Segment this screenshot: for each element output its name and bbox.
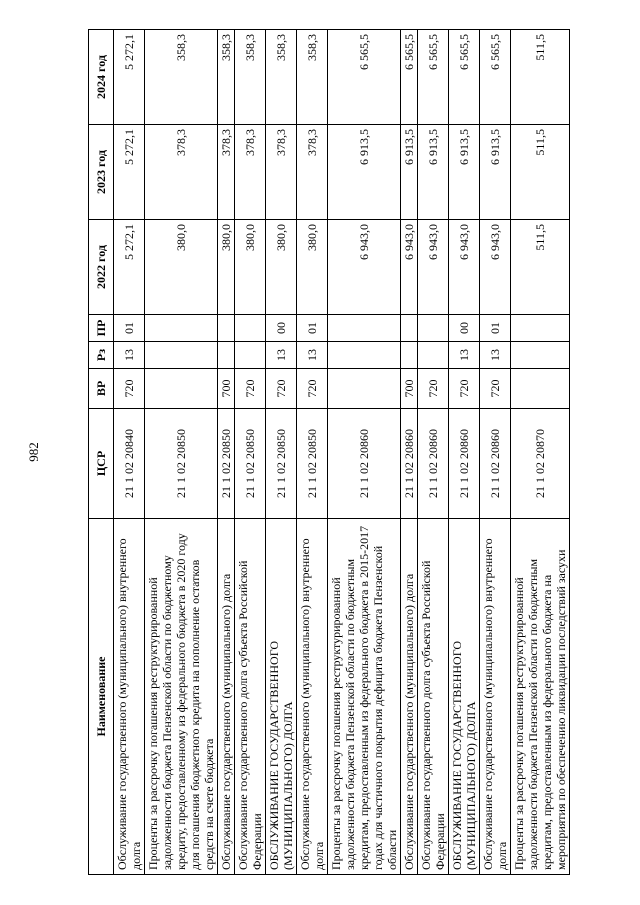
cell-2022: 511,5 [511,220,570,315]
cell-rz: 13 [449,342,480,369]
cell-pr [218,315,235,342]
budget-table [88,29,570,875]
cell-2023: 6 913,5 [328,125,401,220]
cell-2023: 511,5 [511,125,570,220]
cell-2022: 6 943,0 [401,220,418,315]
cell-2024: 511,5 [511,30,570,125]
table-header [89,30,114,875]
cell-name: Обслуживание государственного (муниципального) внутреннего долга [297,519,328,875]
cell-2023: 378,3 [297,125,328,220]
cell-name: Проценты за рассрочку погашения реструктурированной задолженности бюджета Пензенской области по бюджетному кредиту, предоставленному из федерального бюджета в 2020 году для погашения бюджетного кредита на пополнение остатков средств на счете бюджета [145,519,218,875]
cell-name: Обслуживание государственного долга субъекта Российской Федерации [235,519,266,875]
table-row [266,30,297,875]
cell-name: Обслуживание государственного (муниципального) внутреннего долга [480,519,511,875]
header-2024: 2024 год [89,30,114,125]
cell-2022: 380,0 [297,220,328,315]
cell-vr [145,369,218,409]
cell-vr [328,369,401,409]
cell-2023: 378,3 [145,125,218,220]
table-row [480,30,511,875]
cell-2024: 6 565,5 [328,30,401,125]
cell-2024: 358,3 [266,30,297,125]
header-rz: Рз [89,342,114,369]
table-row [145,30,218,875]
cell-csr: 21 1 02 20860 [401,409,418,519]
cell-2023: 6 913,5 [401,125,418,220]
cell-rz: 13 [480,342,511,369]
cell-pr [145,315,218,342]
cell-vr: 700 [401,369,418,409]
cell-2022: 380,0 [145,220,218,315]
cell-pr: 01 [297,315,328,342]
cell-rz: 13 [266,342,297,369]
cell-vr: 720 [266,369,297,409]
cell-2024: 358,3 [297,30,328,125]
table-row [449,30,480,875]
table-body [114,30,570,875]
cell-2022: 380,0 [235,220,266,315]
table-row [328,30,401,875]
cell-2024: 6 565,5 [418,30,449,125]
cell-2022: 6 943,0 [418,220,449,315]
cell-2023: 378,3 [266,125,297,220]
cell-pr [328,315,401,342]
cell-csr: 21 1 02 20850 [266,409,297,519]
table-row [511,30,570,875]
cell-rz [401,342,418,369]
cell-2022: 6 943,0 [480,220,511,315]
cell-vr: 720 [114,369,145,409]
table-row [218,30,235,875]
cell-csr: 21 1 02 20850 [235,409,266,519]
cell-vr: 720 [418,369,449,409]
cell-rz [328,342,401,369]
cell-rz [145,342,218,369]
cell-2024: 358,3 [218,30,235,125]
cell-2022: 6 943,0 [328,220,401,315]
cell-name: Проценты за рассрочку погашения реструктурированной задолженности бюджета Пензенской области по бюджетным кредитам, предоставленным из федерального бюджета на мероприятия по обеспечению ликвидации последствий засухи [511,519,570,875]
cell-csr: 21 1 02 20860 [449,409,480,519]
cell-2024: 6 565,5 [401,30,418,125]
cell-csr: 21 1 02 20860 [328,409,401,519]
cell-rz: 13 [114,342,145,369]
cell-csr: 21 1 02 20850 [145,409,218,519]
cell-vr: 720 [449,369,480,409]
cell-name: Обслуживание государственного (муниципального) долга [401,519,418,875]
header-vr: ВР [89,369,114,409]
cell-pr: 00 [449,315,480,342]
cell-rz [418,342,449,369]
table-row [297,30,328,875]
cell-csr: 21 1 02 20840 [114,409,145,519]
cell-pr [511,315,570,342]
cell-name: ОБСЛУЖИВАНИЕ ГОСУДАРСТВЕННОГО (МУНИЦИПАЛЬНОГО) ДОЛГА [449,519,480,875]
cell-vr: 720 [297,369,328,409]
cell-2024: 5 272,1 [114,30,145,125]
cell-name: Обслуживание государственного (муниципального) долга [218,519,235,875]
page-number: 982 [26,442,41,462]
cell-2023: 6 913,5 [480,125,511,220]
header-2023: 2023 год [89,125,114,220]
table-row [418,30,449,875]
table-row [235,30,266,875]
header-row [89,30,114,875]
cell-2022: 5 272,1 [114,220,145,315]
table-row [401,30,418,875]
cell-rz: 13 [297,342,328,369]
cell-vr [511,369,570,409]
cell-2024: 6 565,5 [480,30,511,125]
cell-rz [235,342,266,369]
cell-2023: 378,3 [218,125,235,220]
cell-csr: 21 1 02 20860 [480,409,511,519]
cell-csr: 21 1 02 20850 [297,409,328,519]
cell-csr: 21 1 02 20870 [511,409,570,519]
cell-rz [218,342,235,369]
cell-2024: 358,3 [235,30,266,125]
cell-rz [511,342,570,369]
cell-csr: 21 1 02 20860 [418,409,449,519]
cell-name: Проценты за рассрочку погашения реструктурированной задолженности бюджета Пензенской области по бюджетным кредитам, предоставленным из федерального бюджета в 2015-2017 годах для частичного покрытия дефицита бюджета Пензенской области [328,519,401,875]
header-csr: ЦСР [89,409,114,519]
cell-name: ОБСЛУЖИВАНИЕ ГОСУДАРСТВЕННОГО (МУНИЦИПАЛЬНОГО) ДОЛГА [266,519,297,875]
cell-2022: 380,0 [218,220,235,315]
rotated-table-inner [88,30,568,875]
cell-2024: 6 565,5 [449,30,480,125]
cell-pr [418,315,449,342]
cell-vr: 720 [235,369,266,409]
cell-2023: 5 272,1 [114,125,145,220]
cell-pr: 01 [114,315,145,342]
cell-2023: 378,3 [235,125,266,220]
header-2022: 2022 год [89,220,114,315]
cell-name: Обслуживание государственного (муниципального) внутреннего долга [114,519,145,875]
cell-csr: 21 1 02 20850 [218,409,235,519]
header-name: Наименование [89,519,114,875]
cell-pr: 01 [480,315,511,342]
cell-2024: 358,3 [145,30,218,125]
cell-2022: 6 943,0 [449,220,480,315]
cell-pr: 00 [266,315,297,342]
cell-vr: 700 [218,369,235,409]
cell-vr: 720 [480,369,511,409]
cell-2023: 6 913,5 [449,125,480,220]
rotated-table-frame [88,30,568,875]
cell-name: Обслуживание государственного долга субъекта Российской Федерации [418,519,449,875]
cell-2022: 380,0 [266,220,297,315]
cell-pr [401,315,418,342]
cell-pr [235,315,266,342]
table-row [114,30,145,875]
cell-2023: 6 913,5 [418,125,449,220]
header-pr: ПР [89,315,114,342]
